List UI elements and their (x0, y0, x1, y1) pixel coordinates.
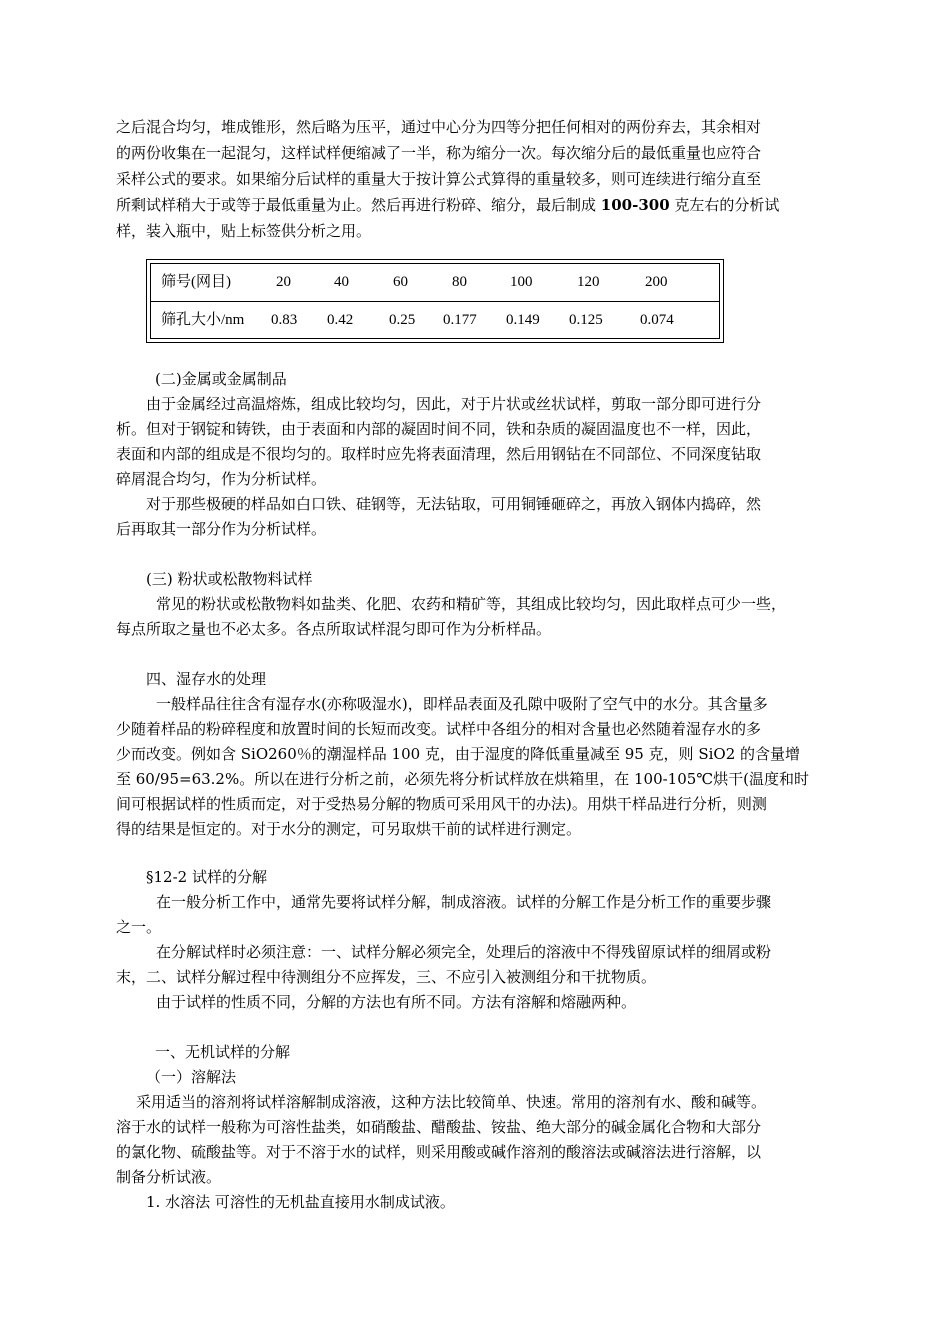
powder-line-1: 常见的粉状或松散物料如盐类、化肥、农药和精矿等，其组成比较均匀，因此取样点可少一些， (156, 595, 787, 613)
inorganic-heading: 一、无机试样的分解 (155, 1043, 291, 1061)
intro-line-4-text: 所剩试样稍大于或等于最低重量为止。然后再进行粉碎、缩分，最后制成 (116, 196, 601, 214)
sieve-aperture-cell: 0.42 (327, 312, 354, 328)
sieve-aperture-cell: 0.177 (443, 312, 477, 328)
moisture-line-4: 至 60/95=63.2%。所以在进行分析之前，必须先将分析试样放在烘箱里，在 100-105℃烘干(温度和时 (116, 770, 809, 788)
metal-line-1: 由于金属经过高温熔炼，组成比较均匀，因此，对于片状或丝状试样，剪取一部分即可进行分 (146, 395, 762, 413)
intro-line-2: 的两份收集在一起混匀，这样试样便缩减了一半，称为缩分一次。每次缩分后的最低重量也应符合 (116, 144, 762, 162)
inorganic-subheading: （一）溶解法 (146, 1068, 237, 1086)
moisture-line-1: 一般样品往往含有湿存水(亦称吸湿水)，即样品表面及孔隙中吸附了空气中的水分。其含量多 (156, 695, 768, 713)
moisture-line-3: 少而改变。例如含 SiO260％的潮湿样品 100 克，由于湿度的降低重量减至 95 克，则 SiO2 的含量增 (116, 745, 801, 763)
section-line-5: 由于试样的性质不同，分解的方法也有所不同。方法有溶解和熔融两种。 (156, 993, 637, 1011)
metal-line-3: 表面和内部的组成是不很均匀的。取样时应先将表面清理，然后用钢钻在不同部位、不同深度钻取 (116, 445, 762, 463)
sieve-aperture-cell: 0.25 (389, 312, 416, 328)
sieve-mesh-cell: 20 (276, 274, 291, 290)
sieve-row-aperture (151, 302, 719, 339)
intro-line-3: 采样公式的要求。如果缩分后试样的重量大于按计算公式算得的重量较多，则可连续进行缩分直至 (116, 170, 762, 188)
sieve-aperture-cell: 0.125 (569, 312, 603, 328)
section-line-1: 在一般分析工作中，通常先要将试样分解，制成溶液。试样的分解工作是分析工作的重要步骤 (156, 893, 772, 911)
inorganic-line-4: 制备分析试液。 (116, 1168, 222, 1186)
metal-line-6: 后再取其一部分作为分析试样。 (116, 520, 327, 538)
sieve-aperture-header: 筛孔大小/nm (161, 312, 245, 328)
sieve-row-mesh (151, 264, 719, 302)
moisture-heading: 四、湿存水的处理 (146, 670, 267, 688)
metal-heading: (二)金属或金属制品 (155, 370, 287, 388)
section-line-4: 末，二、试样分解过程中待测组分不应挥发，三、不应引入被测组分和干扰物质。 (116, 968, 657, 986)
section-line-3: 在分解试样时必须注意：一、试样分解必须完全，处理后的溶液中不得残留原试样的细屑或粉 (156, 943, 772, 961)
moisture-line-5: 间可根据试样的性质而定，对于受热易分解的物质可采用风干的办法)。用烘干样品进行分析，则测 (116, 795, 767, 813)
inorganic-line-5: 1. 水溶法 可溶性的无机盐直接用水制成试液。 (146, 1193, 455, 1211)
intro-line-1: 之后混合均匀，堆成锥形，然后略为压平，通过中心分为四等分把任何相对的两份弃去，其余相对 (116, 118, 762, 136)
sieve-mesh-cell: 60 (393, 274, 408, 290)
intro-line-4-tail: 克左右的分析试 (669, 196, 780, 214)
section-line-2: 之一。 (116, 918, 162, 936)
sieve-mesh-cell: 120 (577, 274, 600, 290)
inorganic-line-2: 溶于水的试样一般称为可溶性盐类，如硝酸盐、醋酸盐、铵盐、绝大部分的碱金属化合物和大部分 (116, 1118, 762, 1136)
moisture-line-2: 少随着样品的粉碎程度和放置时间的长短而改变。试样中各组分的相对含量也必然随着湿存水的多 (116, 720, 762, 738)
inorganic-line-1: 采用适当的溶剂将试样溶解制成溶液，这种方法比较简单、快速。常用的溶剂有水、酸和碱等。 (136, 1093, 767, 1111)
metal-line-2: 析。但对于钢锭和铸铁，由于表面和内部的凝固时间不同，铁和杂质的凝固温度也不一样，因此， (116, 420, 762, 438)
metal-line-5: 对于那些极硬的样品如白口铁、硅钢等，无法钻取，可用铜锤砸碎之，再放入钢体内捣碎，然 (146, 495, 762, 513)
section-heading: §12-2 试样的分解 (146, 868, 267, 886)
sieve-aperture-cell: 0.149 (506, 312, 540, 328)
sieve-mesh-cell: 200 (645, 274, 668, 290)
intro-line-5: 样，装入瓶中，贴上标签供分析之用。 (116, 222, 372, 240)
sieve-aperture-cell: 0.83 (271, 312, 298, 328)
sieve-table (146, 259, 724, 343)
intro-line-4 (116, 192, 779, 218)
powder-line-2: 每点所取之量也不必太多。各点所取试样混匀即可作为分析样品。 (116, 620, 552, 638)
powder-heading: (三) 粉状或松散物料试样 (146, 570, 313, 588)
sieve-mesh-cell: 40 (334, 274, 349, 290)
metal-line-4: 碎屑混合均匀，作为分析试样。 (116, 470, 327, 488)
sieve-mesh-cell: 100 (510, 274, 533, 290)
moisture-line-6: 得的结果是恒定的。对于水分的测定，可另取烘干前的试样进行测定。 (116, 820, 582, 838)
sample-weight-range: 100-300 (600, 196, 670, 214)
sieve-mesh-header: 筛号(网目) (161, 274, 231, 290)
sieve-aperture-cell: 0.074 (640, 312, 674, 328)
inorganic-line-3: 的氯化物、硫酸盐等。对于不溶于水的试样，则采用酸或碱作溶剂的酸溶法或碱溶法进行溶解，以 (116, 1143, 762, 1161)
sieve-mesh-cell: 80 (452, 274, 467, 290)
